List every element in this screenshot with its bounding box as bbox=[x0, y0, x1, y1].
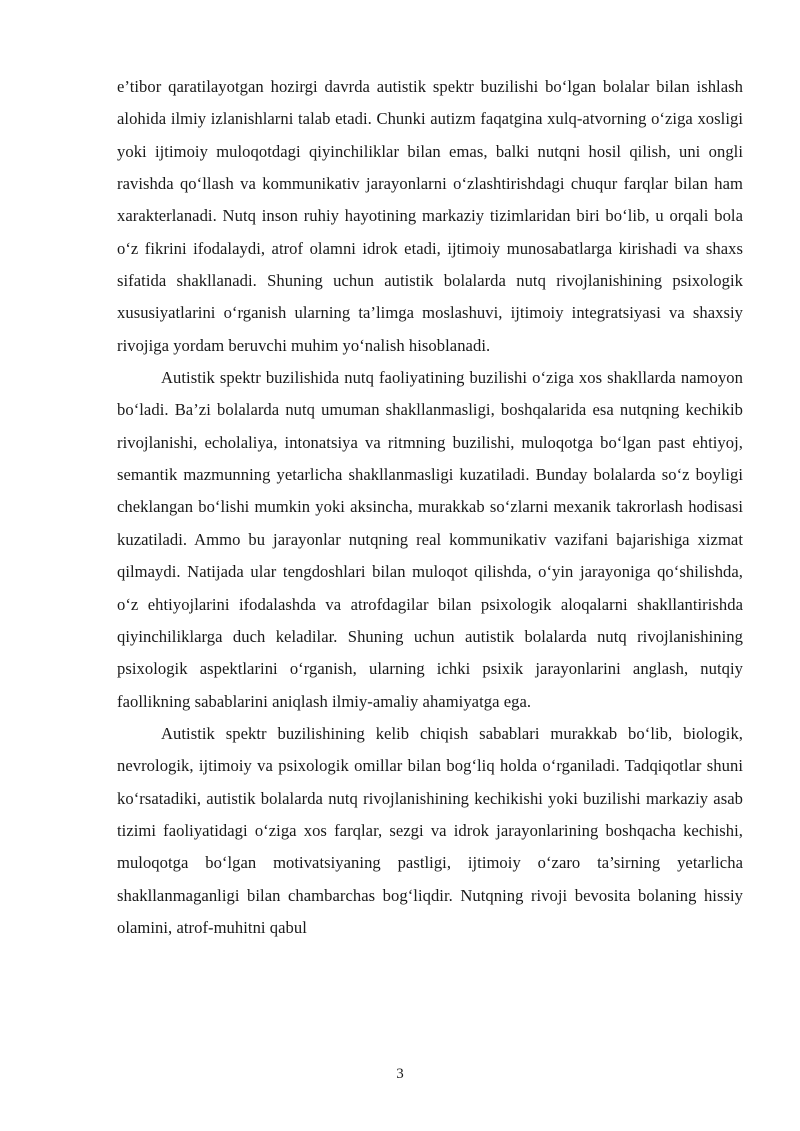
paragraph-3: Autistik spektr buzilishining kelib chiqish sabablari murakkab bo‘lib, biologik, nevrologik, ijtimoiy va psixologik omillar bilan bog‘liq holda o‘rganiladi. Tadqiqotlar shuni ko‘rsatadiki, autistik bolalarda nutq rivojlanishining kechikishi yoki buzilishi markaziy asab tizimi faoliyatidagi o‘ziga xos farqlar, sezgi va idrok jarayonlarining boshqacha kechishi, muloqotga bo‘lgan motivatsiyaning pastligi, ijtimoiy o‘zaro ta’sirning yetarlicha shakllanmaganligi bilan chambarchas bog‘liqdir. Nutqning rivoji bevosita bolaning hissiy olamini, atrof-muhitni qabul bbox=[117, 723, 743, 937]
paragraph-2: Autistik spektr buzilishida nutq faoliyatining buzilishi o‘ziga xos shakllarda namoyon bo‘ladi. Ba’zi bolalarda nutq umuman shakllanmasligi, boshqalarida esa nutqning kechikib rivojlanishi, echolaliya, intonatsiya va ritmning buzilishi, muloqotga bo‘lgan past ehtiyoj, semantik mazmunning yetarlicha shakllanmasligi kuzatiladi. Bunday bolalarda so‘z boyligi cheklangan bo‘lishi mumkin yoki aksincha, murakkab so‘zlarni mexanik takrorlash hodisasi kuzatiladi. Ammo bu jarayonlar nutqning real kommunikativ vazifani bajarishiga xizmat qilmaydi. Natijada ular tengdoshlari bilan muloqot qilishda, o‘yin jarayoniga qo‘shilishda, o‘z ehtiyojlarini ifodalashda va atrofdagilar bilan psixologik aloqalarni shakllantirishda qiyinchiliklarga duch keladilar. Shuning uchun autistik bolalarda nutq rivojlanishining psixologik aspektlarini o‘rganish, ularning ichki psixik jarayonlarini anglash, nutqiy faollikning sabablarini aniqlash ilmiy-amaliy ahamiyatga ega. bbox=[117, 368, 743, 711]
page-number: 3 bbox=[396, 1066, 404, 1082]
document-body bbox=[117, 71, 743, 944]
paragraph-1: e’tibor qaratilayotgan hozirgi davrda autistik spektr buzilishi bo‘lgan bolalar bilan ishlash alohida ilmiy izlanishlarni talab etadi. Chunki autizm faqatgina xulq-atvorning o‘ziga xosligi yoki ijtimoiy muloqotdagi qiyinchiliklar bilan emas, balki nutqni hosil qilish, uni ongli ravishda qo‘llash va kommunikativ jarayonlarni o‘zlashtirishdagi chuqur farqlar bilan ham xarakterlanadi. Nutq inson ruhiy hayotining markaziy tizimlaridan biri bo‘lib, u orqali bola o‘z fikrini ifodalaydi, atrof olamni idrok etadi, ijtimoiy munosabatlarga kirishadi va shaxs sifatida shakllanadi. Shuning uchun autistik bolalarda nutq rivojlanishining psixologik xususiyatlarini o‘rganish ularning ta’limga moslashuvi, ijtimoiy integratsiyasi va shaxsiy rivojiga yordam beruvchi muhim yo‘nalish hisoblanadi. bbox=[117, 77, 743, 355]
